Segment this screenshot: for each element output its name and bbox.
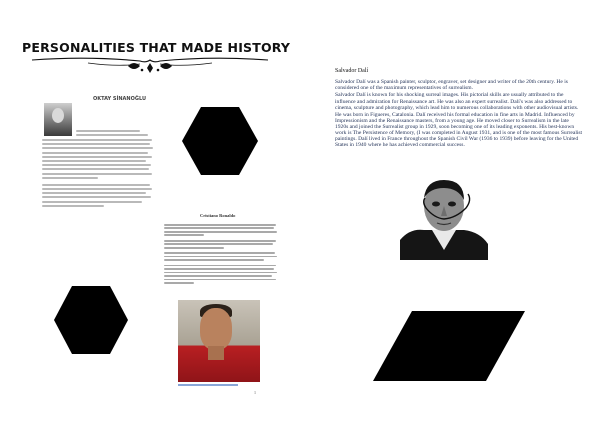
dali-paragraph: He was born in Figueres, Catalonia. Dalí received his formal education in fine arts in Madrid. Influenced by Impressionism and the Renaissance masters, from a young age. He moved closer to Surrealism in the late 1920s and joined the Surrealist group in 1929, soon becoming one of its leading exponents. His best-known work is The Persistence of Memory, (I was completed in August 1931, and is one of the most famous Surrealist paintings. Dalí lived in France throughout the Spanish Civil War (1936 to 1939) before leaving for the United States in 1940 where he has achieved commercial success. xyxy=(335,112,583,149)
page-number: 1 xyxy=(254,390,256,395)
dali-paragraph: Salvador Dalí was a Spanish painter, sculptor, engraver, set designer and writer of the 20th century. He is considered one of the maximum representatives of surrealism. xyxy=(335,79,568,92)
hexagon-shape-top xyxy=(182,107,258,175)
oktay-biography-text xyxy=(42,139,154,209)
page-title: PERSONALITIES THAT MADE HISTORY xyxy=(22,40,291,55)
parallelogram-shape xyxy=(373,311,525,381)
dali-biography xyxy=(335,79,583,150)
ornamental-divider-icon xyxy=(28,54,272,74)
ronaldo-biography-text xyxy=(164,224,278,286)
ronaldo-photo xyxy=(178,300,260,382)
dali-heading: Salvador Dalí xyxy=(335,68,369,74)
dali-paragraph: Salvador Dalí is known for his shocking surreal images. His pictorial skills are usually attributed to the influence and admiration for Renaissance art. He was also an expert surrealist. Dalí's was also addressed to cinema, sculpture and photography, which lead him to numerous collaborations with other audiovisual artists. xyxy=(335,92,579,111)
ronaldo-photo-caption xyxy=(178,384,238,386)
hexagon-shape-bottom xyxy=(54,286,128,354)
oktay-intro-text xyxy=(76,130,152,138)
oktay-photo xyxy=(44,103,72,136)
dali-photo xyxy=(398,178,490,260)
ronaldo-heading: Cristiano Ronaldo xyxy=(200,213,236,218)
oktay-heading: OKTAY SİNANOĞLU xyxy=(93,96,147,102)
